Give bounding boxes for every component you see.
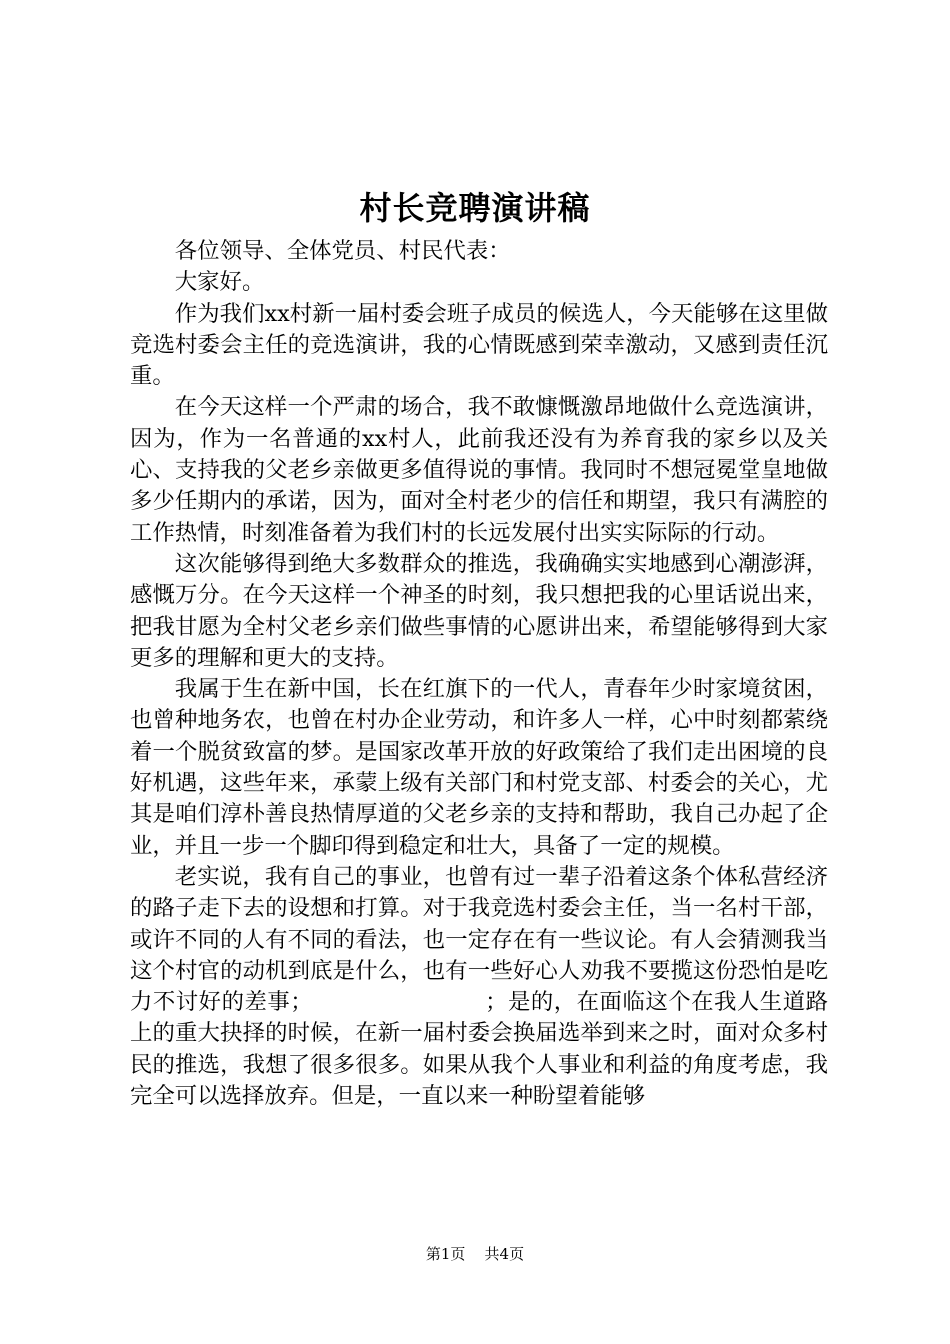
- body-paragraph: 作为我们xx村新一届村委会班子成员的候选人，今天能够在这里做竞选村委会主任的竞选演讲，我的心情既感到荣幸激动，又感到责任沉重。: [130, 300, 828, 390]
- page-footer: [0, 1244, 950, 1264]
- body-paragraph: 我属于生在新中国，长在红旗下的一代人，青春年少时家境贫困，也曾种地务农，也曾在村办企业劳动，和许多人一样，心中时刻都萦绕着一个脱贫致富的梦。是国家改革开放的好政策给了我们走出困境的良好机遇，这些年来，承蒙上级有关部门和村党支部、村委会的关心，尤其是咱们淳朴善良热情厚道的父老乡亲的支持和帮助，我自己办起了企业，并且一步一个脚印得到稳定和壮大，具备了一定的规模。: [130, 676, 828, 859]
- body-paragraph: 在今天这样一个严肃的场合，我不敢慷慨激昂地做什么竞选演讲，因为，作为一名普通的xx村人，此前我还没有为养育我的家乡以及关心、支持我的父老乡亲做更多值得说的事情。我同时不想冠冕堂皇地做多少任期内的承诺，因为，面对全村老少的信任和期望，我只有满腔的工作热情，时刻准备着为我们村的长远发展付出实实际际的行动。: [130, 394, 828, 546]
- page-number: 第1页: [425, 1245, 466, 1263]
- footer-spacer: [470, 1245, 480, 1263]
- document-title: 村长竞聘演讲稿: [359, 189, 591, 227]
- salutation-paragraph: 各位领导、全体党员、村民代表：: [174, 238, 511, 264]
- body-paragraph: 这次能够得到绝大多数群众的推选，我确确实实地感到心潮澎湃，感慨万分。在今天这样一个神圣的时刻，我只想把我的心里话说出来，把我甘愿为全村父老乡亲们做些事情的心愿讲出来，希望能够得到大家更多的理解和更大的支持。: [130, 550, 828, 671]
- body-paragraph: 老实说，我有自己的事业，也曾有过一辈子沿着这条个体私营经济的路子走下去的设想和打算。对于我竞选村委会主任，当一名村干部，或许不同的人有不同的看法，也一定存在有一些议论。有人会猜测我当这个村官的动机到底是什么，也有一些好心人劝我不要揽这份恐怕是吃力不讨好的差事； ；是的，在面临这个在我人生道路上的重大抉择的时候，在新一届村委会换届选举到来之时，面对众多村民的推选，我想了很多很多。如果从我个人事业和利益的角度考虑，我完全可以选择放弃。但是，一直以来一种盼望着能够: [130, 863, 828, 1110]
- greeting-paragraph: 大家好。: [174, 269, 265, 296]
- page-total: 共4页: [484, 1245, 525, 1263]
- document-body: [130, 236, 828, 1112]
